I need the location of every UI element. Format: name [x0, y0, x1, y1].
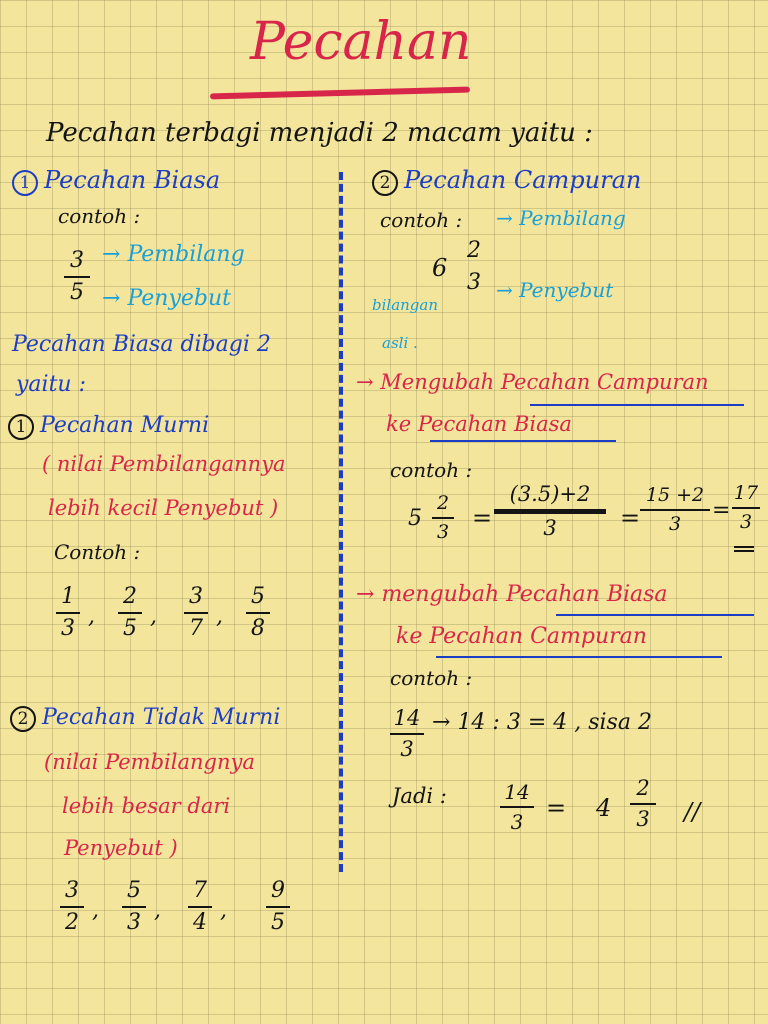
fraction-bar — [640, 509, 710, 511]
fraction-bar — [184, 612, 208, 614]
fraction-example — [122, 880, 146, 934]
label-pembilang: Pembilang — [127, 242, 245, 267]
section-pecahan-murni — [8, 414, 209, 440]
fraction-bar — [390, 733, 424, 735]
end-mark: // — [684, 798, 701, 826]
number-badge: 1 — [12, 170, 38, 196]
section-title: Pecahan Murni — [40, 413, 210, 438]
arrow-pembilang: → Pembilang — [102, 242, 245, 267]
numerator: 5 — [127, 878, 141, 903]
numerator: 2 — [636, 776, 650, 800]
numerator: 9 — [271, 878, 285, 903]
numerator: 3 — [189, 584, 203, 609]
divided-line2: yaitu : — [16, 372, 86, 397]
jadi-label: Jadi : — [392, 784, 447, 808]
equals-sign: = — [546, 794, 567, 822]
numerator: 7 — [193, 878, 207, 903]
numerator: 1 — [61, 584, 75, 609]
comma-separator: , — [92, 898, 99, 923]
numerator: 3 — [65, 878, 79, 903]
comma-separator: , — [88, 604, 95, 629]
conv1-step2 — [640, 486, 710, 534]
fraction-bar — [630, 803, 656, 805]
underline — [436, 656, 722, 658]
comma-separator: , — [154, 898, 161, 923]
fraction-example — [184, 586, 208, 640]
conv1-result — [732, 484, 760, 532]
label-pembilang: Pembilang — [519, 206, 626, 230]
arrow-penyebut: → Penyebut — [102, 286, 231, 311]
arrow-pembilang: → Pembilang — [496, 206, 626, 230]
denominator: 3 — [467, 270, 481, 295]
fraction-bar — [118, 612, 142, 614]
numerator: (3.5)+2 — [509, 482, 591, 506]
conv1-line2: ke Pecahan Biasa — [386, 412, 572, 436]
denominator: 3 — [127, 910, 141, 935]
section-pecahan-biasa — [12, 168, 220, 196]
numerator: 14 — [504, 780, 530, 804]
conv2-line1: → mengubah Pecahan Biasa — [356, 582, 668, 607]
fraction-bar — [266, 906, 290, 908]
fraction-example — [246, 586, 270, 640]
conv2-line2: ke Pecahan Campuran — [396, 624, 647, 649]
numerator: 2 — [467, 238, 481, 263]
denominator: 3 — [436, 521, 450, 543]
numerator: 2 — [436, 492, 450, 514]
label-asli: asli . — [382, 334, 418, 352]
fraction-bar — [732, 507, 760, 509]
section-title: Pecahan Biasa — [44, 166, 221, 194]
fraction-example — [56, 586, 80, 640]
denominator: 2 — [65, 910, 79, 935]
label-bilangan: bilangan — [372, 296, 439, 314]
numerator: 14 — [393, 706, 421, 730]
jadi-whole: 4 — [596, 794, 612, 822]
fraction-example — [64, 250, 90, 304]
numerator: 17 — [733, 482, 759, 504]
jadi-fraction — [500, 782, 534, 832]
page-title: Pecahan — [250, 12, 472, 72]
denominator: 5 — [70, 280, 84, 305]
murni-note2: lebih kecil Penyebut ) — [48, 496, 279, 520]
denominator: 8 — [251, 616, 265, 641]
underline — [556, 614, 754, 616]
tidak-note2: lebih besar dari — [62, 794, 231, 818]
calc-text: 14 : 3 = 4 , sisa 2 — [457, 710, 652, 735]
numerator: 5 — [251, 584, 265, 609]
divided-line1: Pecahan Biasa dibagi 2 — [12, 332, 271, 357]
fraction-bar — [56, 612, 80, 614]
fraction-bar — [122, 906, 146, 908]
result-double-underline — [734, 546, 754, 552]
jadi-mixed-fraction — [630, 778, 656, 830]
fraction-bar — [246, 612, 270, 614]
numerator: 2 — [123, 584, 137, 609]
fraction-bar — [188, 906, 212, 908]
conv1-fraction — [432, 494, 454, 542]
number-badge: 2 — [372, 170, 398, 196]
denominator: 3 — [61, 616, 75, 641]
conv2-heading: mengubah Pecahan Biasa — [381, 582, 668, 607]
section-title: Pecahan Tidak Murni — [42, 705, 281, 730]
denominator: 4 — [193, 910, 207, 935]
label-penyebut: Penyebut — [519, 278, 614, 302]
comma-separator: , — [220, 898, 227, 923]
underline — [530, 404, 744, 406]
contoh-label: contoh : — [380, 208, 463, 232]
title-underline — [210, 87, 470, 100]
denominator: 3 — [636, 807, 650, 831]
denominator: 3 — [400, 737, 414, 761]
label-penyebut: Penyebut — [127, 286, 231, 311]
conv2-calc: → 14 : 3 = 4 , sisa 2 — [432, 710, 652, 735]
column-divider — [339, 172, 343, 872]
conv2-fraction — [390, 708, 424, 760]
murni-note1: ( nilai Pembilangannya — [42, 452, 286, 476]
conv1-contoh: contoh : — [390, 458, 473, 482]
number-badge: 2 — [10, 706, 36, 732]
number-badge: 1 — [8, 414, 34, 440]
numerator: 15 +2 — [645, 484, 705, 506]
denominator: 3 — [510, 810, 524, 834]
intro-text: Pecahan terbagi menjadi 2 macam yaitu : — [46, 118, 593, 148]
fraction-example — [118, 586, 142, 640]
section-pecahan-campuran — [372, 168, 641, 196]
conv1-step1 — [494, 484, 606, 539]
section-pecahan-tidak-murni — [10, 706, 280, 732]
equals-sign: = — [472, 504, 493, 532]
conv1-line1: → Mengubah Pecahan Campuran — [356, 370, 709, 394]
equals-sign: = — [712, 498, 731, 523]
section-title: Pecahan Campuran — [404, 166, 642, 194]
contoh-label: contoh : — [58, 204, 141, 228]
whole-number: 6 — [432, 254, 448, 282]
fraction-bar — [462, 266, 486, 268]
comma-separator: , — [216, 604, 223, 629]
tidak-note1: (nilai Pembilangnya — [44, 750, 255, 774]
tidak-note3: Penyebut ) — [64, 836, 178, 860]
conv1-whole: 5 — [408, 506, 422, 531]
fraction-example — [266, 880, 290, 934]
fraction-bar — [500, 806, 534, 808]
arrow-penyebut: → Penyebut — [496, 278, 614, 302]
fraction-bar — [64, 276, 90, 278]
mixed-fraction — [462, 240, 486, 294]
denominator: 3 — [668, 513, 682, 535]
fraction-bar — [432, 517, 454, 519]
comma-separator: , — [150, 604, 157, 629]
underline — [430, 440, 616, 442]
denominator: 5 — [123, 616, 137, 641]
denominator: 3 — [739, 511, 753, 533]
murni-contoh: Contoh : — [54, 540, 141, 564]
denominator: 7 — [189, 616, 203, 641]
denominator: 5 — [271, 910, 285, 935]
fraction-example — [60, 880, 84, 934]
denominator: 3 — [543, 516, 557, 540]
conv1-heading: Mengubah Pecahan Campuran — [380, 370, 709, 394]
conv2-contoh: contoh : — [390, 666, 473, 690]
fraction-bar — [60, 906, 84, 908]
numerator: 3 — [70, 248, 84, 273]
equals-sign: = — [620, 504, 641, 532]
fraction-example — [188, 880, 212, 934]
fraction-bar — [494, 509, 606, 514]
